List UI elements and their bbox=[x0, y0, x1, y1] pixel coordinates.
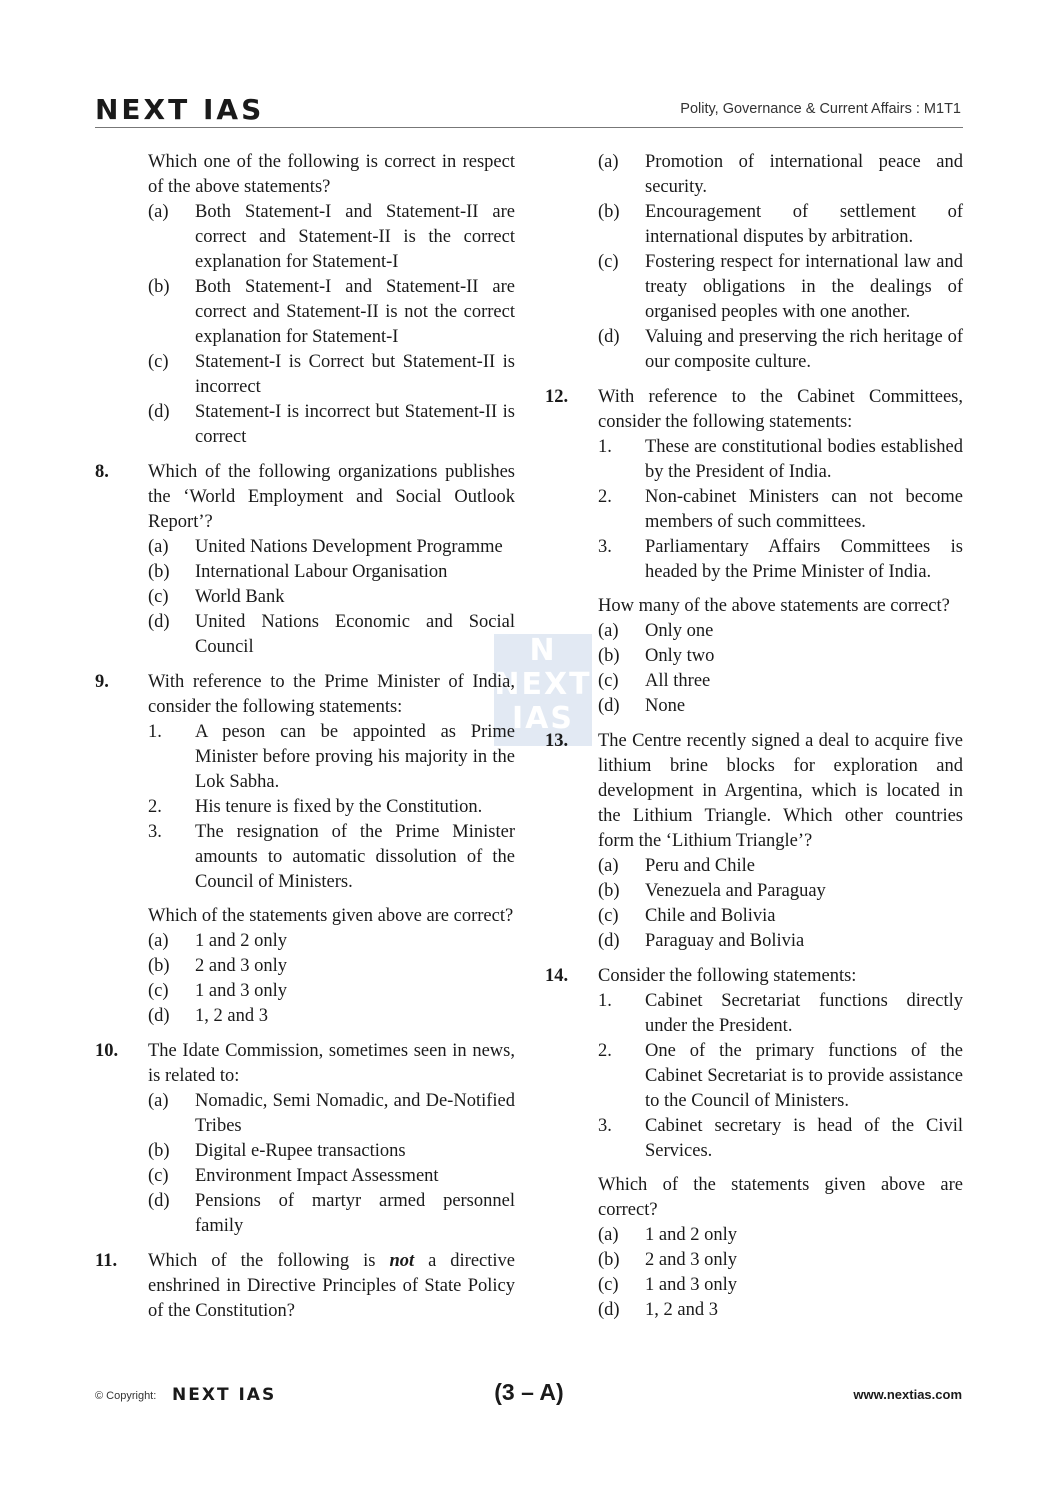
option-c: (c) 1 and 3 only bbox=[598, 1275, 737, 1295]
next-ias-logo: NEXT IAS bbox=[95, 93, 265, 126]
option-a: (a) Promotion of international peace and security. bbox=[598, 152, 963, 197]
question-number: 13. bbox=[545, 731, 569, 751]
question-9 bbox=[95, 670, 515, 1029]
website-url: www.nextias.com bbox=[853, 1387, 962, 1402]
statement-1: 1. A peson can be appointed as Prime Minister before proving his majority in the Lok Sabha. bbox=[148, 722, 515, 792]
question-11-options bbox=[545, 150, 963, 375]
question-8 bbox=[95, 460, 515, 660]
option-a: (a) Both Statement-I and Statement-II are correct and Statement-II is the correct explanation for Statement-I bbox=[148, 202, 515, 272]
option-a: (a) Nomadic, Semi Nomadic, and De-Notified Tribes bbox=[148, 1091, 515, 1136]
option-b: (b) 2 and 3 only bbox=[148, 956, 287, 976]
header-title: Polity, Governance & Current Affairs : M1T1 bbox=[680, 101, 961, 117]
option-d: (d) United Nations Economic and Social Council bbox=[148, 612, 515, 657]
option-a: (a) 1 and 2 only bbox=[598, 1225, 737, 1245]
option-b: (b) Venezuela and Paraguay bbox=[598, 881, 826, 901]
option-d: (d) 1, 2 and 3 bbox=[148, 1006, 268, 1026]
statement-2: 2. One of the primary functions of the Cabinet Secretariat is to provide assistance to the Council of Ministers. bbox=[598, 1041, 963, 1111]
option-c: (c) All three bbox=[598, 671, 711, 691]
option-b: (b) 2 and 3 only bbox=[598, 1250, 737, 1270]
question-text: The Centre recently signed a deal to acquire five lithium brine blocks for exploration and development in Argentina, which is located in the Lithium Triangle. Which other countries form the ‘Lithium Triangle’? bbox=[598, 731, 963, 851]
left-column bbox=[95, 150, 515, 1334]
question-text: Which of the following organizations publishes the ‘World Employment and Social Outlook Report’? bbox=[148, 462, 515, 532]
question-number: 11. bbox=[95, 1251, 118, 1271]
page-number: (3 – A) bbox=[494, 1379, 564, 1405]
option-b: (b) Digital e-Rupee transactions bbox=[148, 1141, 406, 1161]
header-divider bbox=[95, 127, 963, 128]
option-b: (b) Both Statement-I and Statement-II are correct and Statement-II is not the correct explanation for Statement-I bbox=[148, 277, 515, 347]
question-text: Which of the following is not a directive enshrined in Directive Principles of State Policy of the Constitution? bbox=[148, 1251, 515, 1321]
emphasis-not: not bbox=[389, 1251, 415, 1271]
option-b: (b) Only two bbox=[598, 646, 715, 666]
watermark-text-1: N bbox=[529, 633, 557, 668]
option-d: (d) None bbox=[598, 696, 686, 716]
option-a: (a) Only one bbox=[598, 621, 714, 641]
option-a: (a) United Nations Development Programme bbox=[148, 537, 503, 557]
question-11 bbox=[95, 1249, 515, 1324]
question-ask: Which of the statements given above are correct? bbox=[598, 1175, 963, 1220]
question-7-continuation bbox=[95, 150, 515, 450]
question-text: The Idate Commission, sometimes seen in news, is related to: bbox=[148, 1041, 515, 1086]
option-d: (d) Statement-I is incorrect but Statement-II is correct bbox=[148, 402, 515, 447]
question-14 bbox=[545, 964, 963, 1323]
watermark-text-3: IAS bbox=[512, 701, 574, 736]
option-c: (c) 1 and 3 only bbox=[148, 981, 287, 1001]
option-c: (c) Fostering respect for international law and treaty obligations in the dealings of organised peoples with one another. bbox=[598, 252, 963, 322]
statement-1: 1. These are constitutional bodies established by the President of India. bbox=[598, 437, 963, 482]
option-a: (a) Peru and Chile bbox=[598, 856, 755, 876]
question-13 bbox=[545, 729, 963, 954]
statement-3: 3. The resignation of the Prime Minister amounts to automatic dissolution of the Council of Ministers. bbox=[148, 822, 515, 892]
question-text: With reference to the Prime Minister of India, consider the following statements: bbox=[148, 672, 515, 717]
question-text: With reference to the Cabinet Committees, consider the following statements: bbox=[598, 387, 963, 432]
statement-2: 2. His tenure is fixed by the Constitution. bbox=[148, 797, 483, 817]
question-number: 12. bbox=[545, 387, 569, 407]
watermark-text-2: NEXT bbox=[494, 667, 592, 702]
option-d: (d) 1, 2 and 3 bbox=[598, 1300, 718, 1320]
footer-logo: NEXT IAS bbox=[172, 1385, 277, 1405]
question-10 bbox=[95, 1039, 515, 1239]
option-c: (c) Statement-I is Correct but Statement-II is incorrect bbox=[148, 352, 515, 397]
option-d: (d) Paraguay and Bolivia bbox=[598, 931, 805, 951]
statement-3: 3. Cabinet secretary is head of the Civil Services. bbox=[598, 1116, 963, 1161]
option-b: (b) Encouragement of settlement of international disputes by arbitration. bbox=[598, 202, 963, 247]
option-d: (d) Pensions of martyr armed personnel family bbox=[148, 1191, 515, 1236]
option-a: (a) 1 and 2 only bbox=[148, 931, 287, 951]
question-number: 14. bbox=[545, 966, 569, 986]
right-column bbox=[545, 150, 963, 1333]
option-c: (c) World Bank bbox=[148, 587, 285, 607]
question-number: 9. bbox=[95, 672, 109, 692]
copyright-label: © Copyright: bbox=[95, 1390, 157, 1402]
question-text: Consider the following statements: bbox=[598, 966, 857, 986]
question-ask: Which of the statements given above are correct? bbox=[148, 906, 514, 926]
option-b: (b) International Labour Organisation bbox=[148, 562, 448, 582]
statement-2: 2. Non-cabinet Ministers can not become members of such committees. bbox=[598, 487, 963, 532]
option-d: (d) Valuing and preserving the rich heritage of our composite culture. bbox=[598, 327, 963, 372]
question-12 bbox=[545, 385, 963, 719]
option-c: (c) Environment Impact Assessment bbox=[148, 1166, 439, 1186]
statement-1: 1. Cabinet Secretariat functions directly under the President. bbox=[598, 991, 963, 1036]
statement-3: 3. Parliamentary Affairs Committees is headed by the Prime Minister of India. bbox=[598, 537, 963, 582]
question-number: 8. bbox=[95, 462, 109, 482]
option-c: (c) Chile and Bolivia bbox=[598, 906, 776, 926]
question-ask: Which one of the following is correct in respect of the above statements? bbox=[148, 152, 515, 197]
question-ask: How many of the above statements are correct? bbox=[598, 596, 950, 616]
question-number: 10. bbox=[95, 1041, 119, 1061]
